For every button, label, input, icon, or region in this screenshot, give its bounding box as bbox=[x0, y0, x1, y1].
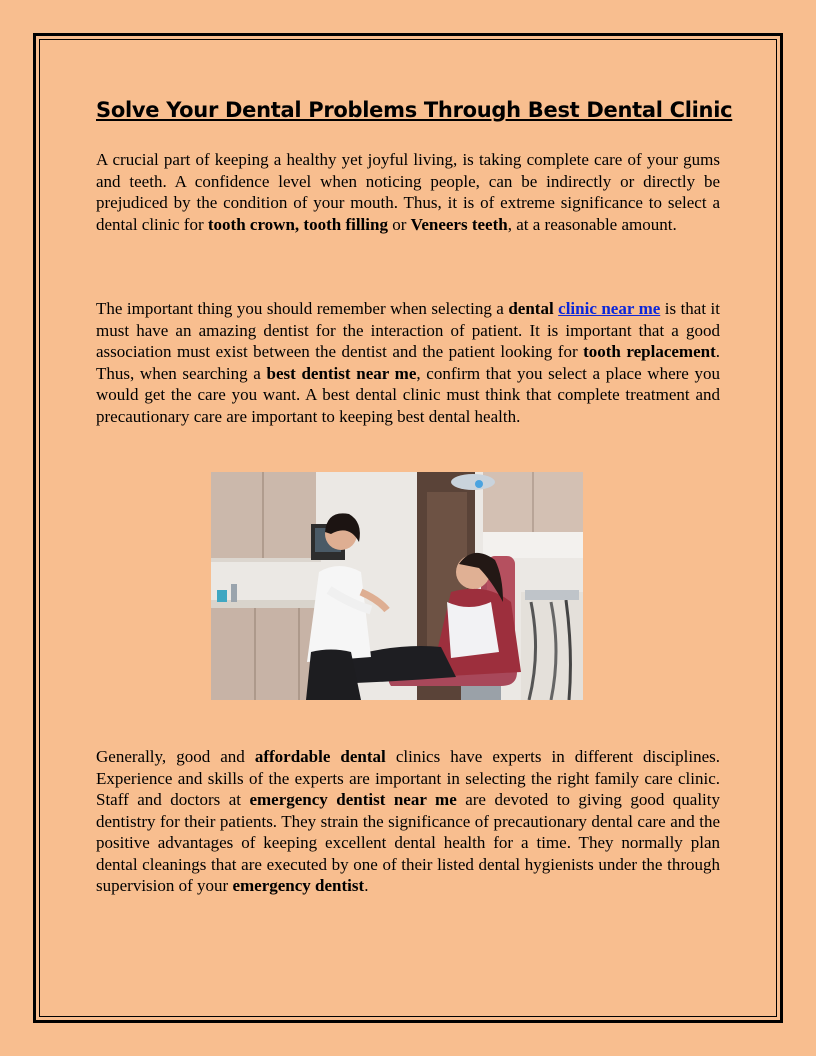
bold-text: best dentist near me bbox=[266, 363, 417, 383]
text: clinics have experts in different disciplines. Experience and skills of the experts are important in selecting the right family care clinic. Staff and doctors at bbox=[96, 747, 720, 809]
clinic-near-me-link[interactable]: clinic near me bbox=[558, 299, 661, 318]
bold-text: tooth crown, tooth filling bbox=[207, 214, 388, 234]
dental-clinic-photo bbox=[211, 472, 583, 700]
text: or bbox=[387, 214, 411, 234]
bold-text: emergency dentist bbox=[232, 876, 365, 895]
text: The important thing you should remember when selecting a bbox=[96, 299, 509, 318]
paragraph-experts bbox=[96, 746, 720, 897]
paragraph-selection bbox=[96, 298, 720, 427]
paragraph-intro bbox=[96, 149, 720, 235]
bold-text: tooth replacement bbox=[583, 342, 716, 361]
text: , at a reasonable amount. bbox=[507, 214, 677, 234]
text: Generally, good and bbox=[96, 747, 255, 766]
bold-text: emergency dentist near me bbox=[249, 790, 457, 809]
text: are devoted to giving good quality dentistry for their patients. They strain the significance of precautionary dental care and the positive advantages of keeping excellent dental health for a time. They normally plan dental cleanings that are executed by one of their listed dental hygienists under the through supervision of your bbox=[96, 790, 720, 895]
dentist-and-patient-illustration bbox=[211, 472, 583, 700]
bold-text: affordable dental bbox=[254, 747, 386, 766]
text: . bbox=[364, 876, 369, 895]
bold-text: Veneers teeth bbox=[410, 214, 508, 234]
bold-text: dental bbox=[508, 299, 554, 318]
text: A crucial part of keeping a healthy yet joyful living, is taking complete care of your gums and teeth. A confidence level when noticing people, can be indirectly or directly be prejudiced by the condition of your mouth. Thus, it is of extreme significance to select a dental clinic for bbox=[96, 150, 720, 234]
text: , confirm that you select a place where you would get the care you want. A best dental clinic must think that complete treatment and precautionary care are important to keeping best dental health. bbox=[96, 363, 721, 426]
text: . Thus, when searching a bbox=[96, 342, 720, 383]
text: is that it must have an amazing dentist for the interaction of patient. It is important that a good association must exist between the dentist and the patient looking for bbox=[96, 299, 720, 361]
page-title: Solve Your Dental Problems Through Best Dental Clinic bbox=[96, 98, 733, 122]
